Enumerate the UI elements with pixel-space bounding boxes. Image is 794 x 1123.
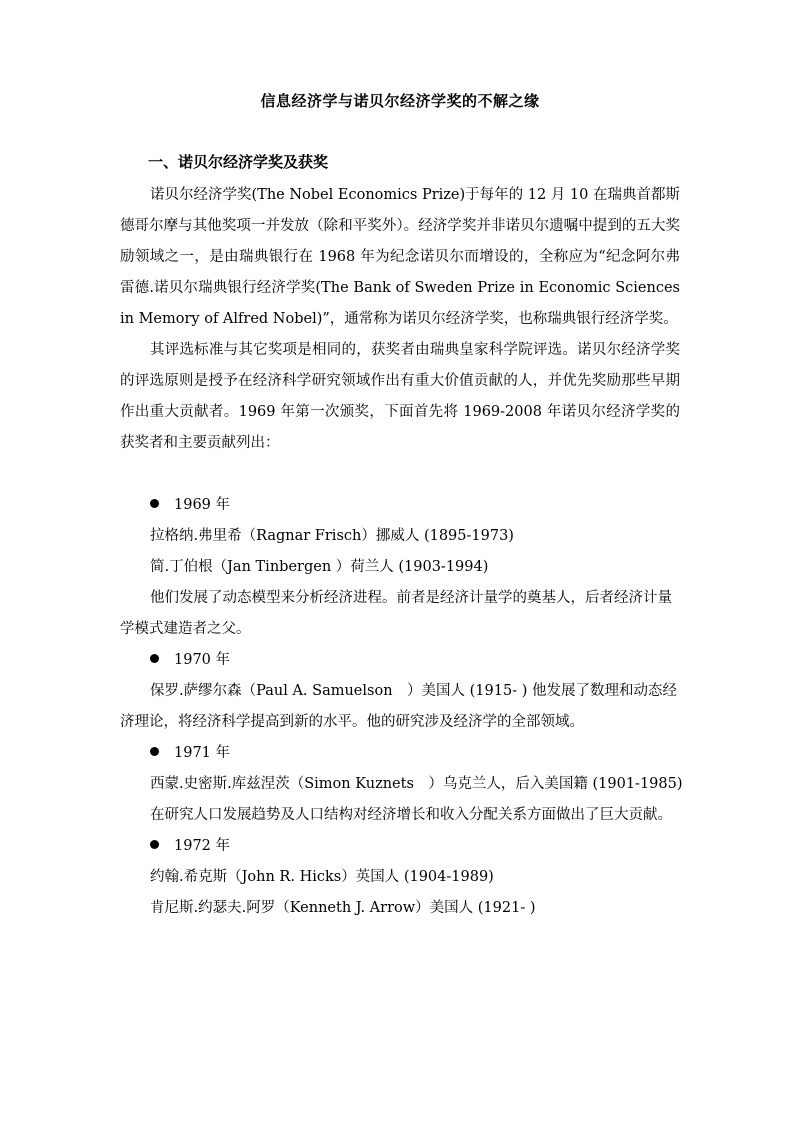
year-label: 1971 年 xyxy=(174,745,231,761)
year-label: 1969 年 xyxy=(174,497,231,513)
year-heading xyxy=(150,645,680,676)
bullet-icon xyxy=(150,840,159,849)
year-heading xyxy=(150,831,680,862)
laureate-line: 约翰.希克斯（John R. Hicks）英国人 (1904-1989) xyxy=(150,869,494,885)
laureate-line: 肯尼斯.约瑟夫.阿罗（Kenneth J. Arrow）美国人 (1921- ) xyxy=(150,900,536,916)
year-label: 1970 年 xyxy=(174,652,231,668)
document-title: 信息经济学与诺贝尔经济学奖的不解之缘 xyxy=(260,92,540,110)
document-page xyxy=(120,90,683,924)
bullet-icon xyxy=(150,654,159,663)
laureate-line: 西蒙.史密斯.库兹涅茨（Simon Kuznets ）乌克兰人，后入美国籍 (1901-1985) xyxy=(150,776,683,792)
laureate-line: 保罗.萨缪尔森（Paul A. Samuelson ）美国人 (1915- ) 他发展了数理和动态经济理论，将经济科学提高到新的水平。他的研究涉及经济学的全部领域。 xyxy=(120,683,677,730)
bullet-icon xyxy=(150,499,159,508)
bullet-icon xyxy=(150,747,159,756)
laureate-line: 简.丁伯根（Jan Tinbergen ）荷兰人 (1903-1994) xyxy=(150,559,489,575)
paragraph: 诺贝尔经济学奖(The Nobel Economics Prize)于每年的 12 月 10 在瑞典首都斯德哥尔摩与其他奖项一并发放（除和平奖外）。经济学奖并非诺贝尔遗嘱中提到的五大奖励领域之一，是由瑞典银行在 1968 年为纪念诺贝尔而增设的，全称应为“纪念阿尔弗雷德.诺贝尔瑞典银行经济学奖(The Bank of Sweden Prize in Economic Sciences in Memory of Alfred Nobel)”，通常称为诺贝尔经济学奖，也称瑞典银行经济学奖。 xyxy=(120,187,680,327)
section-heading: 一、诺贝尔经济学奖及获奖 xyxy=(148,153,329,171)
laureate-line: 拉格纳.弗里希（Ragnar Frisch）挪威人 (1895-1973) xyxy=(150,528,514,544)
year-heading xyxy=(150,490,680,521)
paragraph: 其评选标准与其它奖项是相同的，获奖者由瑞典皇家科学院评选。诺贝尔经济学奖的评选原则是授予在经济科学研究领域作出有重大价值贡献的人，并优先奖励那些早期作出重大贡献者。1969 年第一次颁奖，下面首先将 1969-2008 年诺贝尔经济学奖的获奖者和主要贡献列出： xyxy=(120,342,680,451)
year-heading xyxy=(150,738,680,769)
blank-line xyxy=(120,459,680,490)
year-label: 1972 年 xyxy=(174,838,231,854)
contribution-text: 他们发展了动态模型来分析经济进程。前者是经济计量学的奠基人，后者经济计量学模式建造者之父。 xyxy=(120,590,672,637)
contribution-text: 在研究人口发展趋势及人口结构对经济增长和收入分配关系方面做出了巨大贡献。 xyxy=(150,807,672,823)
